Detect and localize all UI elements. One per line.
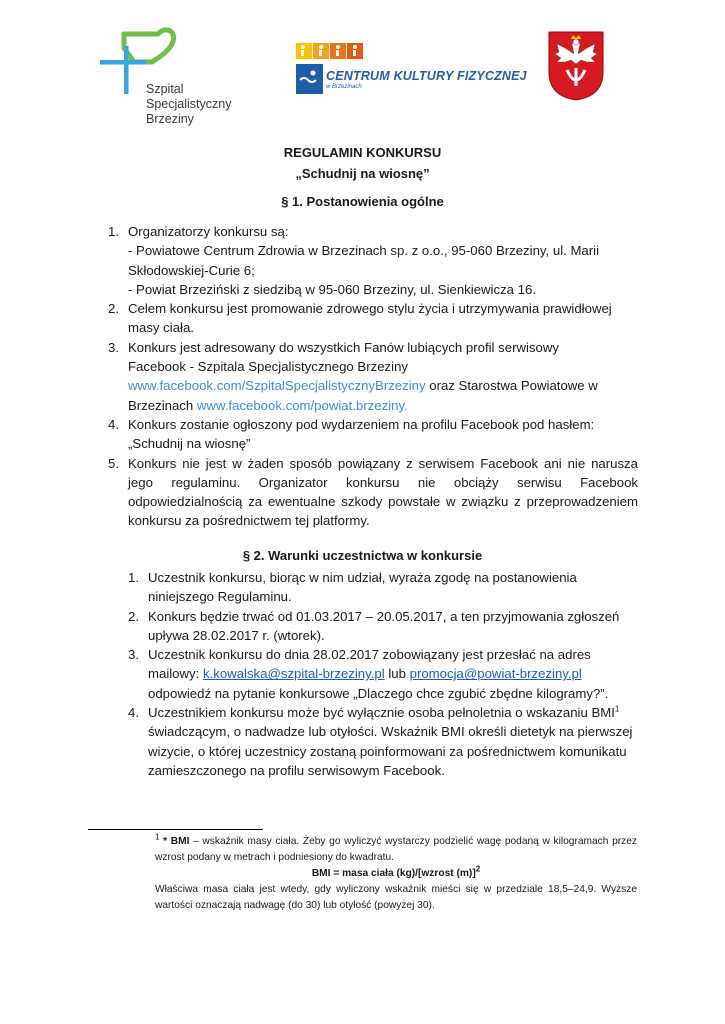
section-1-heading: § 1. Postanowienia ogólne <box>281 194 444 209</box>
list-item: 2. Celem konkursu jest promowanie zdrowego stylu życia i utrzymywania prawidłowej masy ciała. <box>108 301 612 336</box>
list-item: 1. Organizatorzy konkursu są: - Powiatowe Centrum Zdrowia w Brzezinach sp. z o.o., 95-060 Brzeziny, ul. Marii Skłodowskiej-Curie 6; - Powiat Brzeziński z siedzibą w 95-060 Brzeziny, ul. Sienkiewicza 16. <box>108 224 600 297</box>
section-2-list <box>128 568 636 780</box>
section-2-heading: § 2. Warunki uczestnictwa w konkursie <box>242 548 483 563</box>
footnote-divider <box>88 829 263 830</box>
email-hospital-link[interactable]: k.kowalska@szpital-brzeziny.pl <box>202 666 385 682</box>
list-item: 4. Uczestnikiem konkursu może być wyłącznie osoba pełnoletnia o wskazaniu BMI$^1$ świadczącym, o nadwadze lub otyłości. Wskaźnik BMI określi dietetyk na pierwszej wizycie, o której uczestnicy zostaną poinformowani za pośrednictwem komunikatu zamieszczonego na profilu serwisowym Facebook. <box>128 704 633 778</box>
footnote-ref[interactable]: 1 <box>614 704 620 714</box>
email-powiat-link[interactable]: promocja@powiat-brzeziny.pl <box>409 666 582 682</box>
bmi-formula: BMI = masa ciała (kg)/[wzrost (m)]$^2$ <box>311 864 481 879</box>
ckf-subtitle: w Brzezinach <box>326 84 362 90</box>
list-item: 5. Konkurs nie jest w żaden sposób powiązany z serwisem Facebook ani nie narusza jego regulaminu. Organizator konkursu nie obciąży serwisu Facebook odpowiedzialnością za ewentualne szkody powstałe w związku z przeprowadzeniem konkursu za pośrednictwem tej platformy. <box>108 455 638 529</box>
list-item: 4. Konkurs zostanie ogłoszony pod wydarzeniem na profilu Facebook pod hasłem: „Schudnij na wiosnę” <box>108 416 595 452</box>
coat-of-arms <box>547 30 605 102</box>
facebook-powiat-link[interactable]: www.facebook.com/powiat.brzeziny. <box>196 397 408 413</box>
footnote: $^1$ * BMI – wskaźnik masy ciała. Żeby go wyliczyć wystarczy podzielić wagę podaną w kilogramach przez wzrost podany w metrach i podniesiony do kwadratu. BMI = masa ciała (kg)/[wzrost (m)]$^2$ Właściwa masa ciała jest wtedy, gdy wyliczony wskaźnik mieści się w przedziale 18,5–24,9. Wyższe wartości oznaczają nadwagę (do 30) lub otyłość (powyżej 30). <box>155 832 637 911</box>
ckf-name: CENTRUM KULTURY FIZYCZNEJ <box>326 69 527 83</box>
hospital-logo <box>100 26 270 126</box>
list-item: 3. Konkurs jest adresowany do wszystkich Fanów lubiących profil serwisowy Facebook - Szpitala Specjalistycznego Brzeziny www.facebook.com/SzpitalSpecjalistycznyBrzeziny oraz Starostwa Powiatowe w Brzezinach www.facebook.com/powiat.brzeziny. <box>108 339 598 413</box>
eagle-coat-of-arms-icon <box>547 30 605 102</box>
section-1-list <box>108 222 638 531</box>
facebook-hospital-link[interactable]: www.facebook.com/SzpitalSpecjalistycznyBrzeziny <box>128 378 426 394</box>
list-item: 2. Konkurs będzie trwać od 01.03.2017 – 20.05.2017, a ten przyjmowania zgłoszeń upływa 28.02.2017 r. (wtorek). <box>128 608 620 643</box>
page-subtitle: „Schudnij na wiosnę” <box>295 166 430 181</box>
list-item: 1. Uczestnik konkursu, biorąc w nim udział, wyraża zgodę na postanowienia niniejszego Regulaminu. <box>128 570 577 605</box>
list-item: 3. Uczestnik konkursu do dnia 28.02.2017 zobowiązany jest przesłać na adres mailowy: k.kowalska@szpital-brzeziny.pl lub promocja@powiat-brzeziny.pl odpowiedź na pytanie konkursowe „Dlaczego chce zgubić zbędne kilogramy?”. <box>128 647 609 701</box>
page-title: REGULAMIN KONKURSU <box>283 145 442 160</box>
ckf-logo <box>293 40 527 100</box>
hospital-name: Szpital Specjalistyczny Brzeziny <box>146 82 232 126</box>
